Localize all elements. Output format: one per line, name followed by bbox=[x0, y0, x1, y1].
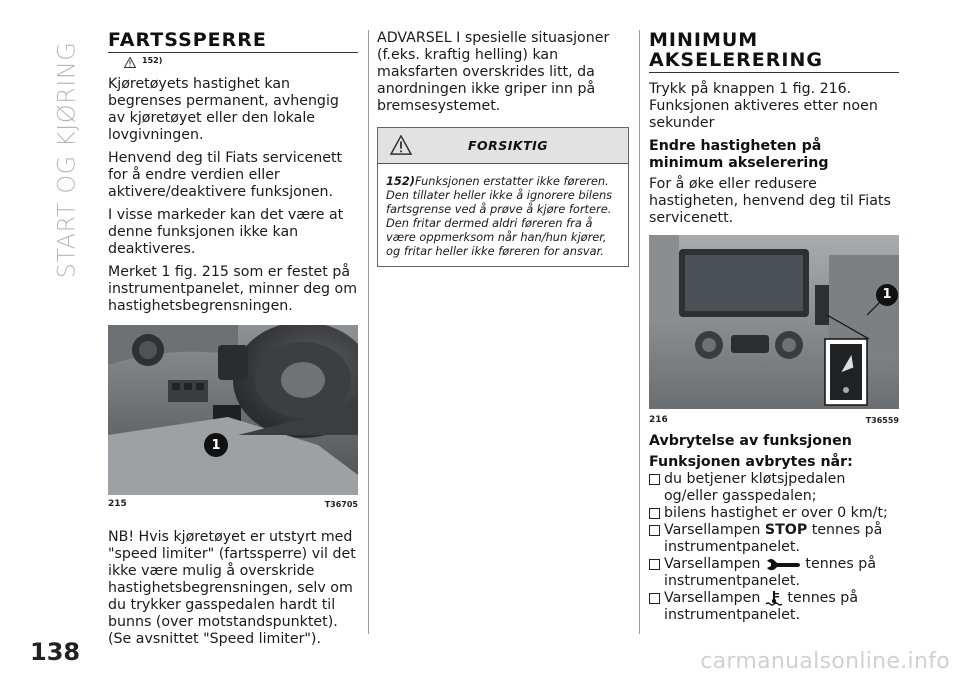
column-divider bbox=[368, 30, 369, 634]
caution-text bbox=[378, 164, 628, 266]
section-heading-fartssperre: FARTSSPERRE bbox=[108, 30, 358, 53]
figure-caption bbox=[649, 415, 899, 425]
figure-code: T36559 bbox=[865, 416, 899, 425]
figure-number: 216 bbox=[649, 415, 668, 425]
list-item: bilens hastighet er over 0 km/t; bbox=[649, 505, 899, 522]
list-item: du betjener kløtsjpedalen og/eller gasspedalen; bbox=[649, 471, 899, 505]
figure-code: T36705 bbox=[324, 500, 358, 509]
dashboard-photo bbox=[108, 325, 358, 495]
paragraph: Trykk på knappen 1 fig. 216. Funksjonen aktiveres etter noen sekunder bbox=[649, 81, 878, 131]
paragraph: For å øke eller redusere hastigheten, henvend deg til Fiats servicenett. bbox=[649, 176, 891, 226]
figure-216 bbox=[649, 235, 899, 425]
wrench-icon bbox=[765, 557, 801, 571]
paragraph: I visse markeder kan det være at denne funksjonen ikke kan deaktiveres. bbox=[108, 207, 344, 257]
caution-box bbox=[377, 127, 629, 267]
figure-number: 215 bbox=[108, 499, 127, 509]
list-item: Varsellampen tennes på instrumentpanelet. bbox=[649, 556, 899, 590]
caution-body-text: Funksjonen erstatter ikke føreren. Den tillater heller ikke å ignorere bilens fartsgrense ved å prøve å kjøre fortere. Den fritar dermed aldri føreren fra å være oppmerksom når han/hun kjører, og fritar heller ikke føreren for ansvar. bbox=[386, 174, 613, 258]
section-heading-minimum-akselerering: MINIMUM AKSELERERING bbox=[649, 30, 899, 73]
paragraph: ADVARSEL I spesielle situasjoner (f.eks. kraftig helling) kan maksfarten overskrides litt, da anordningen ikke griper inn på bremsesystemet. bbox=[377, 30, 610, 114]
warning-triangle-icon bbox=[390, 135, 412, 155]
list-item: Varsellampen STOP tennes på instrumentpanelet. bbox=[649, 522, 899, 556]
page-number: 138 bbox=[30, 638, 81, 666]
subheading: Endre hastigheten på minimum akselerering bbox=[649, 138, 829, 171]
chapter-side-title: START OG KJØRING bbox=[52, 41, 81, 279]
list-item: Varsellampen tennes på instrumentpanelet. bbox=[649, 590, 899, 624]
reference-line bbox=[124, 56, 358, 74]
warning-triangle-icon bbox=[124, 57, 136, 68]
paragraph: Henvend deg til Fiats servicenett for å endre verdien eller aktivere/deaktivere funksjonen. bbox=[108, 150, 343, 200]
column-fartssperre bbox=[108, 30, 358, 654]
figure-215 bbox=[108, 325, 358, 509]
caution-title: FORSIKTIG bbox=[467, 138, 549, 153]
column-warning bbox=[377, 30, 629, 267]
watermark: carmanualsonline.info bbox=[700, 649, 950, 674]
column-minimum-akselerering bbox=[649, 30, 899, 624]
paragraph: Kjøretøyets hastighet kan begrenses permanent, avhengig av kjøretøyet eller den lokale lovgivningen. bbox=[108, 76, 339, 143]
reference-number: 152) bbox=[142, 56, 163, 65]
figure-marker: 1 bbox=[882, 287, 892, 302]
caution-header bbox=[378, 128, 628, 164]
checkbox-bullet-icon bbox=[649, 525, 660, 536]
paragraph: Merket 1 fig. 215 som er festet på instrumentpanelet, minner deg om hastighetsbegrensningen. bbox=[108, 264, 358, 314]
subheading: Avbrytelse av funksjonen bbox=[649, 433, 852, 449]
coolant-temperature-icon bbox=[765, 590, 783, 606]
column-divider bbox=[639, 30, 640, 634]
reference-number: 152) bbox=[386, 174, 415, 188]
checkbox-bullet-icon bbox=[649, 508, 660, 519]
paragraph: NB! Hvis kjøretøyet er utstyrt med "speed limiter" (fartssperre) vil det ikke være mulig å overskride hastighetsbegrensningen, selv om du trykker gasspedalen hardt til bunns (over motstandspunktet). (Se avsnittet "Speed limiter"). bbox=[108, 529, 356, 647]
subheading: Funksjonen avbrytes når: bbox=[649, 454, 853, 470]
checkbox-bullet-icon bbox=[649, 474, 660, 485]
figure-marker: 1 bbox=[211, 438, 221, 453]
checkbox-bullet-icon bbox=[649, 559, 660, 570]
figure-caption bbox=[108, 499, 358, 509]
checkbox-bullet-icon bbox=[649, 593, 660, 604]
center-console-photo bbox=[649, 235, 899, 409]
